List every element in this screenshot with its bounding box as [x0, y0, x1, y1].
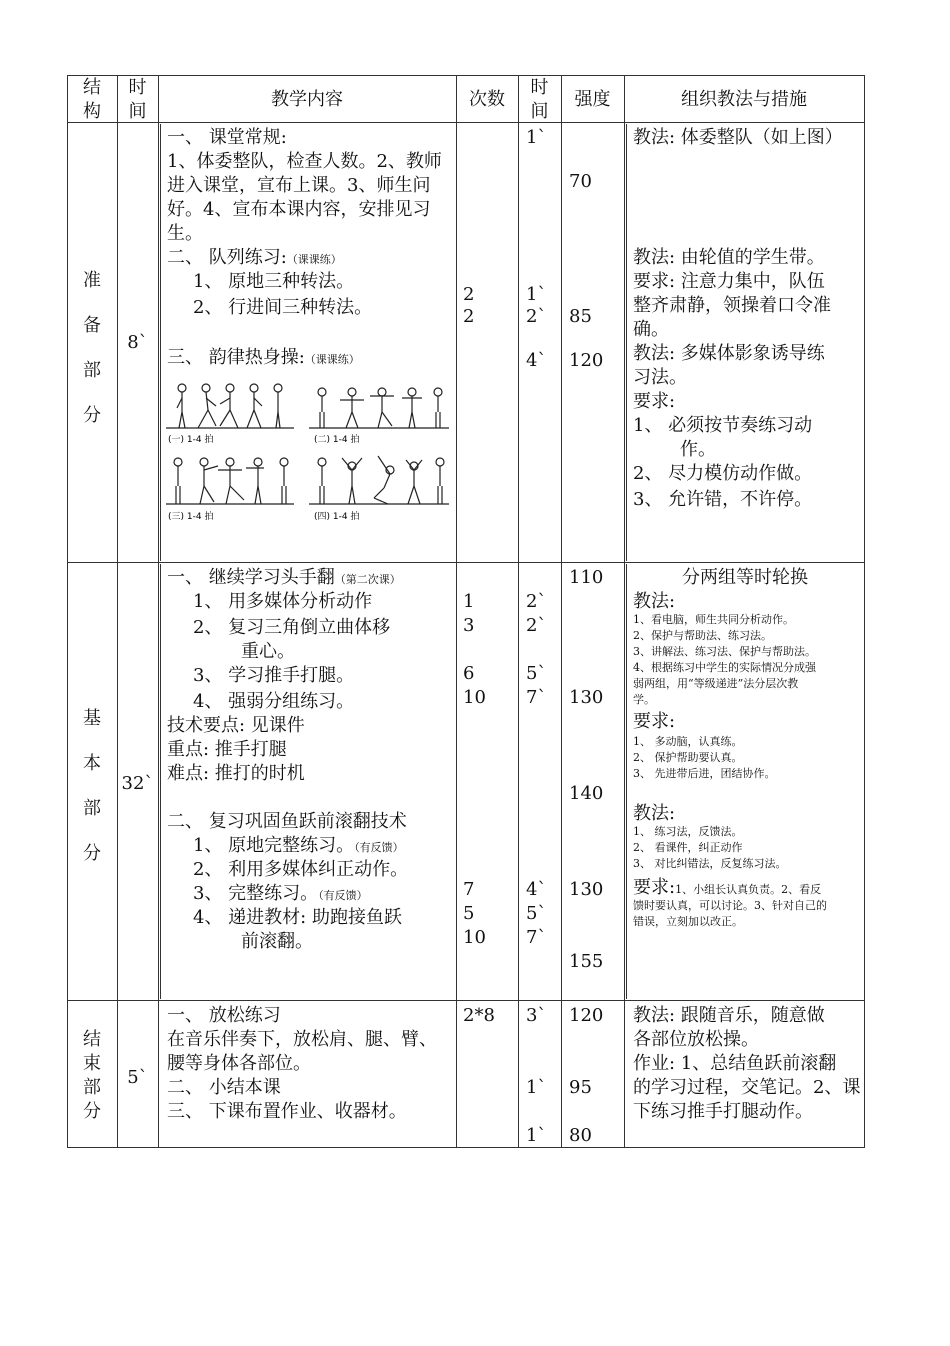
grid-col-2 — [158, 75, 159, 1148]
grid-row2-bottom — [67, 1000, 865, 1001]
basic-count: 10 — [463, 687, 486, 708]
grid-col-3 — [456, 75, 457, 1148]
basic-item: 1、 原地完整练习。（有反馈） — [193, 835, 404, 856]
basic-intensity: 130 — [569, 879, 604, 900]
basic-method-note: 2、 看课件，纠正动作 — [633, 841, 743, 854]
grid-col-0 — [67, 75, 68, 1148]
basic-count: 7 — [463, 879, 475, 900]
grid-bottom — [67, 1147, 865, 1148]
grid-col-1 — [117, 75, 118, 1148]
end-time: 1` — [526, 1125, 547, 1146]
basic-difficulty: 难点: 推打的时机 — [167, 763, 305, 784]
basic-section-label: 基 本 部 分 — [83, 708, 101, 864]
basic-item: 3、 学习推手打腿。 — [193, 665, 355, 686]
basic-item: 重心。 — [241, 641, 295, 662]
basic-method-label: 教法: — [633, 803, 676, 824]
basic-method-note: 1、 练习法，反馈法。 — [633, 825, 743, 838]
basic-method-note: 3、 对比纠错法，反复练习法。 — [633, 857, 787, 870]
basic-time: 2` — [526, 591, 547, 612]
prep-method-line: 习法。 — [633, 367, 687, 388]
basic-time: 2` — [526, 615, 547, 636]
basic-item: 前滚翻。 — [241, 931, 313, 952]
prep-intensity: 120 — [569, 350, 604, 371]
end-count: 2*8 — [463, 1005, 495, 1026]
grid-inner-left-r2 — [160, 564, 161, 999]
basic-method-requirement: 要求:1、小组长认真负责。2、看反 — [633, 877, 822, 898]
end-content-line: 在音乐伴奏下，放松肩、腿、臂、 — [167, 1029, 437, 1050]
basic-count: 3 — [463, 615, 475, 636]
basic-item: 1、 用多媒体分析动作 — [193, 591, 373, 612]
basic-count: 10 — [463, 927, 486, 948]
end-intensity: 120 — [569, 1005, 604, 1026]
basic-intensity: 140 — [569, 783, 604, 804]
basic-method-note: 学。 — [633, 693, 655, 706]
grid-top — [67, 75, 865, 76]
grid-col-5 — [561, 75, 562, 1148]
prep-time: 1` — [526, 284, 547, 305]
header-time: 时 间 — [128, 77, 147, 122]
prep-routine-line: 1、体委整队，检查人数。2、教师 — [167, 151, 442, 172]
prep-time: 2` — [526, 306, 547, 327]
basic-item: 4、 强弱分组练习。 — [193, 691, 355, 712]
end-intensity: 95 — [569, 1077, 592, 1098]
prep-method-line: 3、 允许错，不许停。 — [633, 489, 813, 510]
grid-col-6 — [624, 75, 625, 1148]
end-method-line: 的学习过程，交笔记。2、课 — [633, 1077, 861, 1098]
prep-routine-line: 进入课堂，宣布上课。3、师生问 — [167, 175, 431, 196]
grid-col-7 — [864, 75, 865, 1148]
figure-label-2: (二) 1-4 拍 — [314, 435, 360, 445]
prep-time: 1` — [526, 127, 547, 148]
end-content-line: 三、 下课布置作业、收器材。 — [167, 1101, 407, 1122]
prep-method-line: 1、 必须按节奏练习动 — [633, 415, 813, 436]
prep-warmup-heading: 三、 韵律热身操:（课课练） — [167, 347, 360, 368]
basic-count: 6 — [463, 663, 475, 684]
end-method-line: 下练习推手打腿动作。 — [633, 1101, 813, 1122]
prep-time: 4` — [526, 350, 547, 371]
basic-item: 4、 递进教材: 助跑接鱼跃 — [193, 907, 402, 928]
basic-count: 5 — [463, 903, 475, 924]
end-duration: 5` — [127, 1067, 148, 1088]
end-method-line: 教法: 跟随音乐，随意做 — [633, 1005, 825, 1026]
grid-inner-method-r1 — [626, 124, 627, 561]
basic-time: 7` — [526, 687, 547, 708]
header-count: 次数 — [469, 89, 505, 110]
prep-drill-item: 1、 原地三种转法。 — [193, 271, 355, 292]
prep-section-label: 准 备 部 分 — [83, 270, 101, 426]
end-content-line: 二、 小结本课 — [167, 1077, 281, 1098]
prep-method-line: 要求: 注意力集中，队伍 — [633, 271, 825, 292]
basic-method-note: 错误，立刻加以改正。 — [633, 915, 743, 928]
basic-intensity: 130 — [569, 687, 604, 708]
basic-method-note: 2、 保护帮助要认真。 — [633, 751, 743, 764]
basic-method-title: 分两组等时轮换 — [682, 567, 808, 588]
end-time: 3` — [526, 1005, 547, 1026]
basic-time: 5` — [526, 903, 547, 924]
prep-intensity: 70 — [569, 171, 592, 192]
prep-intensity: 85 — [569, 306, 592, 327]
grid-row1-bottom — [67, 562, 865, 563]
basic-focus: 重点: 推手打腿 — [167, 739, 287, 760]
basic-key-point: 技术要点: 见课件 — [167, 715, 305, 736]
header-time2: 时 间 — [530, 77, 549, 122]
prep-drill-heading: 二、 队列练习:（课课练） — [167, 247, 342, 268]
basic-roll-heading: 二、 复习巩固鱼跃前滚翻技术 — [167, 811, 407, 832]
basic-method-note: 3、 先进带后进，团结协作。 — [633, 767, 776, 780]
grid-inner-method-r2 — [626, 564, 627, 999]
grid-inner-left-r1 — [160, 124, 161, 561]
prep-method-line: 确。 — [633, 319, 669, 340]
basic-method-note: 1、看电脑，师生共同分析动作。 — [633, 613, 794, 626]
prep-count: 2 — [463, 306, 475, 327]
prep-routine-line: 好。4、宣布本课内容，安排见习 — [167, 199, 431, 220]
header-intensity: 强度 — [574, 89, 611, 110]
basic-duration: 32` — [121, 773, 154, 794]
basic-method-note: 馈时要认真，可以讨论。3、针对自己的 — [633, 899, 827, 912]
basic-method-note: 4、根据练习中学生的实际情况分成强 — [633, 661, 816, 674]
prep-method-line: 教法: 由轮值的学生带。 — [633, 247, 825, 268]
end-content-line: 一、 放松练习 — [167, 1005, 281, 1026]
basic-time: 7` — [526, 927, 547, 948]
end-time: 1` — [526, 1077, 547, 1098]
prep-drill-item: 2、 行进间三种转法。 — [193, 297, 373, 318]
basic-item: 2、 复习三角倒立曲体移 — [193, 617, 391, 638]
prep-method-line: 整齐肃静，领操着口令准 — [633, 295, 831, 316]
prep-method-line: 要求: — [633, 391, 676, 412]
basic-item: 3、 完整练习。（有反馈） — [193, 883, 368, 904]
end-intensity: 80 — [569, 1125, 592, 1146]
prep-routine-line: 生。 — [167, 223, 203, 244]
basic-method-label: 要求: — [633, 711, 676, 732]
header-method: 组织教法与措施 — [681, 89, 807, 110]
prep-method-line: 2、 尽力模仿动作做。 — [633, 463, 813, 484]
figure-label-1: (一) 1-4 拍 — [168, 435, 214, 445]
figure-label-4: (四) 1-4 拍 — [314, 512, 360, 522]
end-method-line: 各部位放松操。 — [633, 1029, 759, 1050]
basic-intensity: 110 — [569, 567, 604, 588]
header-content: 教学内容 — [271, 89, 343, 110]
prep-routine-heading: 一、 课堂常规: — [167, 127, 287, 148]
end-section-label: 结 束 部 分 — [83, 1029, 101, 1122]
warmup-exercise-figure — [164, 378, 452, 526]
basic-method-note: 3、讲解法、练习法、保护与帮助法。 — [633, 645, 816, 658]
prep-method-line: 教法: 多媒体影象诱导练 — [633, 343, 825, 364]
header-structure: 结 构 — [83, 77, 101, 122]
basic-method-note: 1、 多动脑，认真练。 — [633, 735, 743, 748]
prep-duration: 8` — [127, 332, 148, 353]
prep-count: 2 — [463, 284, 475, 305]
basic-count: 1 — [463, 591, 475, 612]
end-content-line: 腰等身体各部位。 — [167, 1053, 311, 1074]
basic-item: 2、 利用多媒体纠正动作。 — [193, 859, 409, 880]
basic-method-note: 弱两组，用“等级递进”法分层次教 — [633, 677, 799, 690]
end-method-line: 作业: 1、总结鱼跃前滚翻 — [633, 1053, 837, 1074]
basic-intensity: 155 — [569, 951, 604, 972]
basic-method-note: 2、保护与帮助法、练习法。 — [633, 629, 772, 642]
basic-method-label: 教法: — [633, 591, 676, 612]
figure-label-3: (三) 1-4 拍 — [168, 512, 214, 522]
prep-method-line: 教法: 体委整队（如上图） — [633, 127, 843, 148]
basic-headstand-heading: 一、 继续学习头手翻（第二次课） — [167, 567, 401, 588]
grid-col-4 — [518, 75, 519, 1148]
basic-time: 5` — [526, 663, 547, 684]
basic-time: 4` — [526, 879, 547, 900]
grid-header-bottom — [67, 122, 865, 123]
prep-method-line: 作。 — [680, 439, 716, 460]
